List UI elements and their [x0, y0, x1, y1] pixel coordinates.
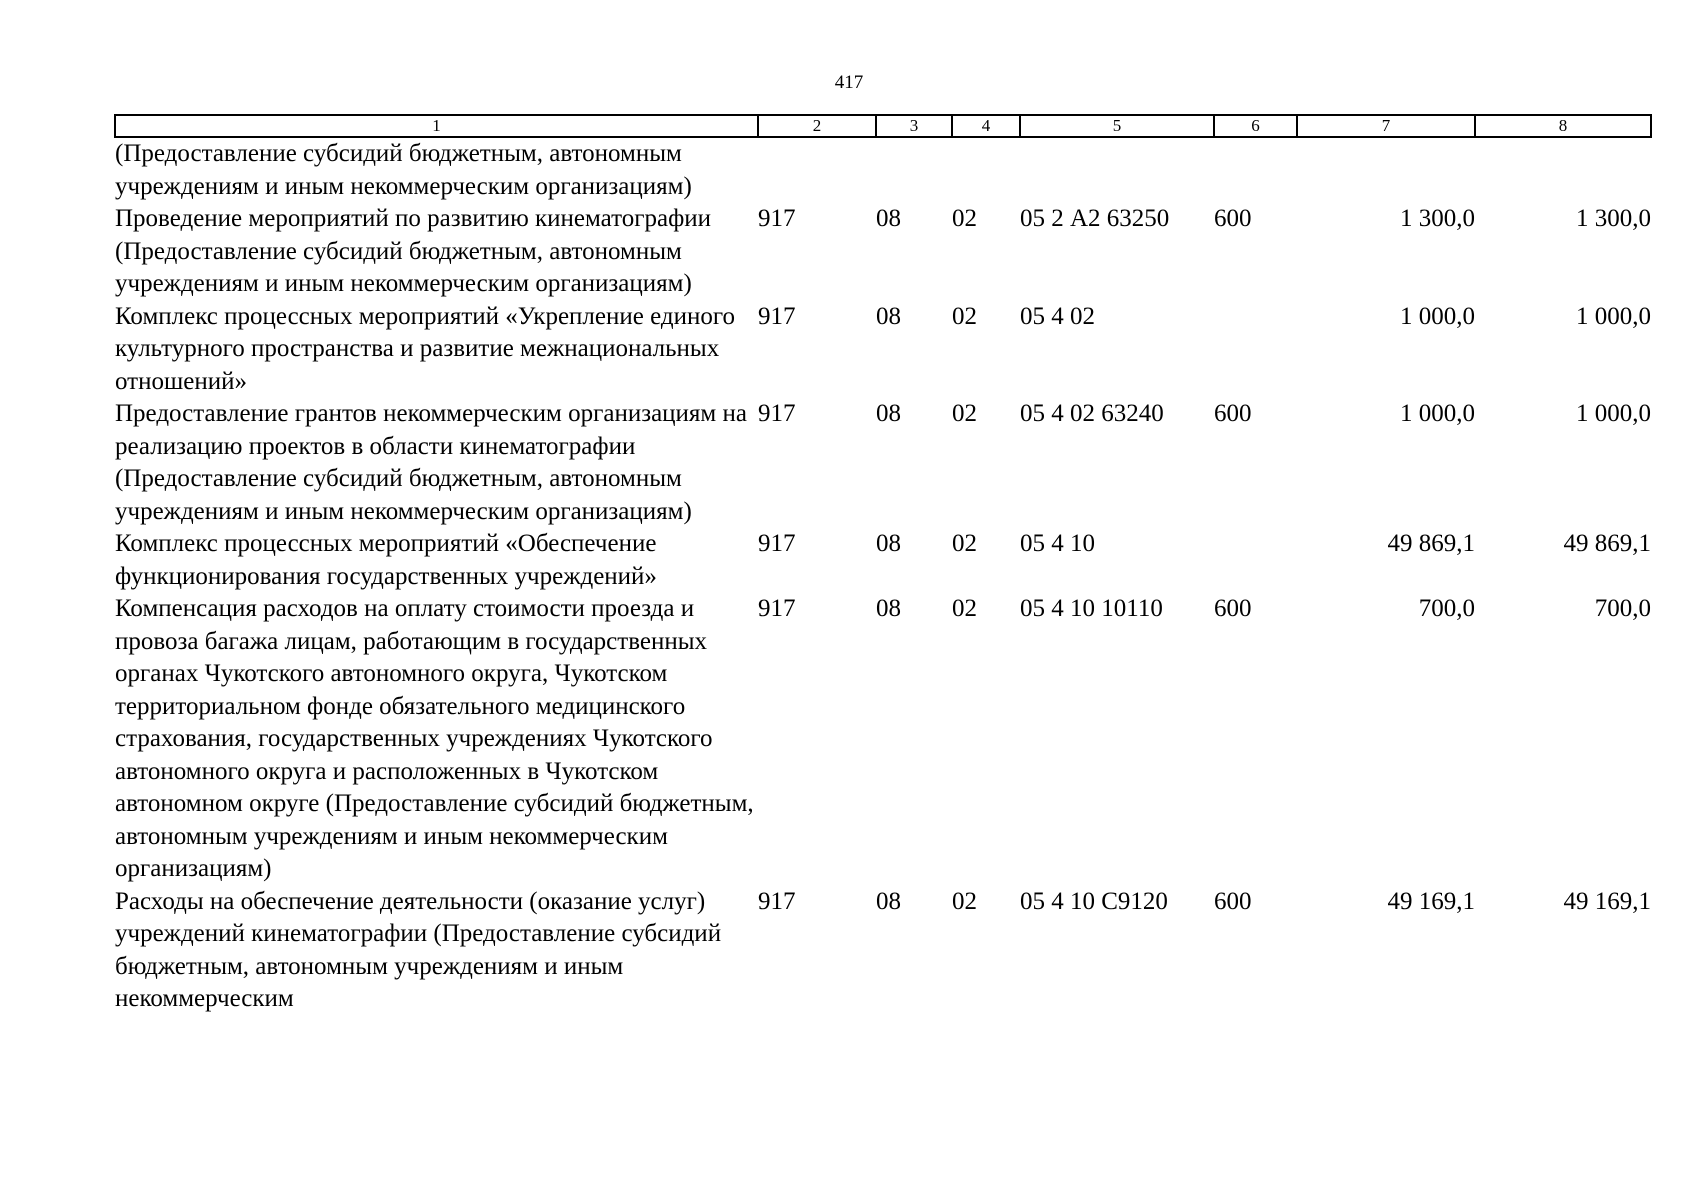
column-header-5: 5 [1020, 115, 1214, 137]
column-header-3: 3 [876, 115, 952, 137]
table-row [115, 301, 1651, 399]
row-code-subsection: 02 [952, 205, 977, 232]
column-header-6: 6 [1214, 115, 1297, 137]
row-name: Комплекс процессных мероприятий «Обеспечение функционирования государственных учреждений» [115, 530, 657, 590]
row-code-target: 05 4 10 [1020, 530, 1095, 557]
page-number: 417 [834, 72, 864, 93]
row-code-expense-type [1214, 528, 1297, 593]
row-amount-2: 1 000,0 [1576, 302, 1651, 330]
row-amount-1: 1 300,0 [1400, 205, 1475, 232]
table-body [115, 137, 1651, 1016]
row-amount-2: 49 869,1 [1563, 530, 1651, 557]
row-code-target: 05 4 10 С9120 [1020, 887, 1168, 915]
row-code-ministry: 917 [758, 887, 796, 915]
row-code-target: 05 4 02 63240 [1020, 400, 1164, 427]
row-code-section: 08 [876, 205, 901, 232]
row-code-section: 08 [876, 595, 901, 622]
row-amount-1: 1 000,0 [1400, 400, 1475, 427]
table-row [115, 398, 1651, 528]
table-row [115, 203, 1651, 301]
row-code-target: 05 4 10 10110 [1020, 595, 1163, 622]
row-code-ministry [758, 137, 876, 203]
row-name: Компенсация расходов на оплату стоимости проезда и провоза багажа лицам, работающим в государственных органах Чукотского автономного округа, Чукотском территориальном фонде обязательного медицинского страхования, государственных учреждениях Чукотского автономного округа и расположенных в Чукотском автономном округе (Предоставление субсидий бюджетным, автономным учреждениям и иным некоммерческим организациям) [115, 595, 754, 882]
row-code-target: 05 2 А2 63250 [1020, 205, 1170, 232]
row-name: (Предоставление субсидий бюджетным, автономным учреждениям и иным некоммерческим организациям) [115, 140, 692, 200]
row-amount-2: 49 169,1 [1563, 887, 1651, 915]
row-code-expense-type: 600 [1214, 595, 1252, 622]
row-code-subsection: 02 [952, 595, 977, 622]
row-code-ministry: 917 [758, 302, 796, 330]
row-name: Предоставление грантов некоммерческим организациям на реализацию проектов в области кинематографии (Предоставление субсидий бюджетным, автономным учреждениям и иным некоммерческим организациям) [115, 400, 747, 525]
column-header-1: 1 [115, 115, 758, 137]
header-row [115, 115, 1651, 137]
row-code-target [1020, 137, 1214, 203]
row-amount-1: 1 000,0 [1400, 302, 1475, 330]
row-amount-2: 1 000,0 [1576, 400, 1651, 427]
table-row [115, 886, 1651, 1016]
row-amount-2 [1475, 137, 1651, 203]
budget-table [114, 114, 1652, 1016]
row-code-ministry: 917 [758, 400, 796, 427]
row-code-section: 08 [876, 400, 901, 427]
row-code-section [876, 137, 952, 203]
row-code-subsection: 02 [952, 400, 977, 427]
column-header-7: 7 [1297, 115, 1475, 137]
row-name: Расходы на обеспечение деятельности (оказание услуг) учреждений кинематографии (Предоставление субсидий бюджетным, автономным учреждениям и иным некоммерческим [115, 887, 722, 1012]
row-code-ministry: 917 [758, 205, 796, 232]
row-name: Проведение мероприятий по развитию кинематографии (Предоставление субсидий бюджетным, автономным учреждениям и иным некоммерческим организациям) [115, 205, 712, 297]
table-row [115, 137, 1651, 203]
row-amount-1: 700,0 [1418, 595, 1475, 622]
row-name: Комплекс процессных мероприятий «Укрепление единого культурного пространства и развитие межнациональных отношений» [115, 302, 735, 395]
column-header-4: 4 [952, 115, 1020, 137]
table-row [115, 593, 1651, 886]
row-amount-2: 700,0 [1594, 595, 1651, 622]
row-code-section: 08 [876, 302, 901, 330]
row-code-subsection: 02 [952, 887, 977, 915]
table-header [115, 115, 1651, 137]
row-code-expense-type: 600 [1214, 887, 1252, 915]
row-code-ministry: 917 [758, 530, 796, 557]
row-code-subsection [952, 137, 1020, 203]
column-header-8: 8 [1475, 115, 1651, 137]
row-code-expense-type: 600 [1214, 205, 1252, 232]
row-code-expense-type [1214, 137, 1297, 203]
row-amount-2: 1 300,0 [1576, 205, 1651, 232]
row-code-subsection: 02 [952, 302, 977, 330]
row-amount-1: 49 869,1 [1387, 530, 1475, 557]
table-row [115, 528, 1651, 593]
row-amount-1: 49 169,1 [1387, 887, 1475, 915]
row-code-expense-type: 600 [1214, 400, 1252, 427]
row-code-expense-type [1214, 301, 1297, 399]
row-code-ministry: 917 [758, 595, 796, 622]
row-code-section: 08 [876, 530, 901, 557]
row-code-section: 08 [876, 887, 901, 915]
row-amount-1 [1297, 137, 1475, 203]
column-header-2: 2 [758, 115, 876, 137]
row-code-subsection: 02 [952, 530, 977, 557]
row-code-target: 05 4 02 [1020, 302, 1095, 330]
